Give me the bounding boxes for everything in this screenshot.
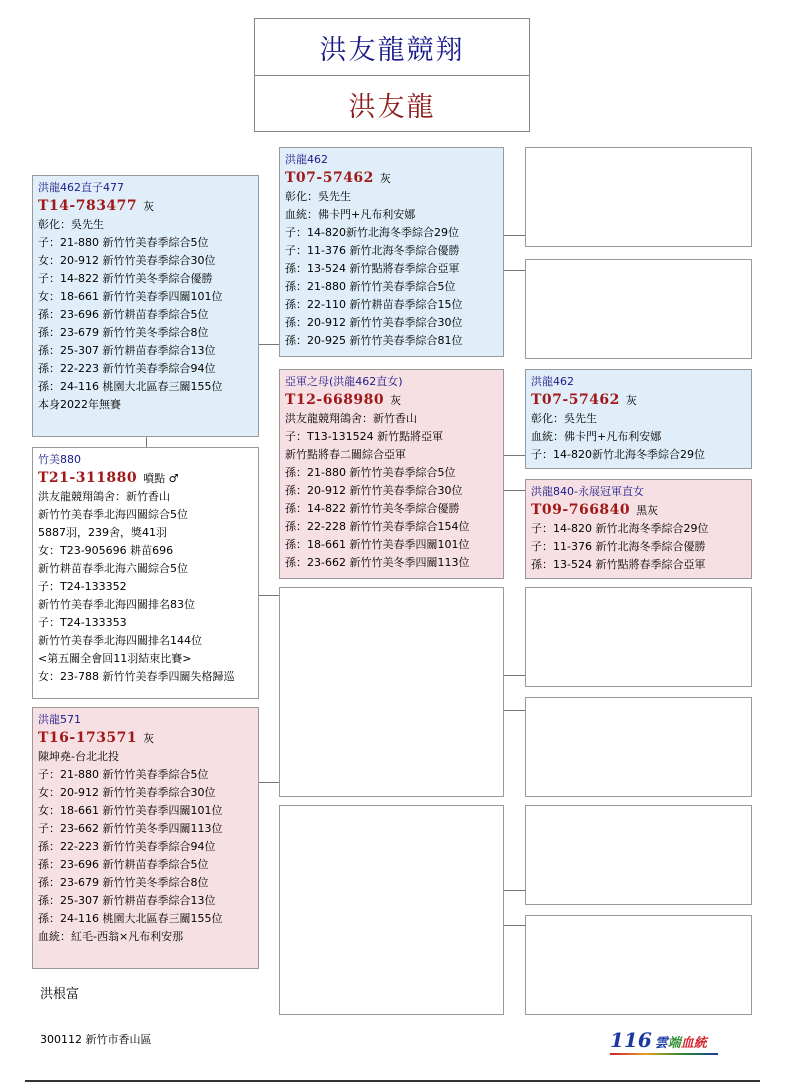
granddam-line: 子：T13-131524 新竹點將亞軍 [285, 430, 444, 443]
subject-line: 子：21-880 新竹竹美春季綜合5位 [38, 236, 209, 249]
dam-line: 孫：24-116 桃園大北區春三關155位 [38, 912, 223, 925]
sire-line: <第五關全會回11羽結束比賽> [38, 652, 192, 665]
sire-color: 噴點 ♂ [143, 472, 179, 485]
connector [504, 925, 525, 926]
granddam-line: 孫：21-880 新竹竹美春季綜合5位 [285, 466, 456, 479]
granddam-line: 孫：18-661 新竹竹美春季四關101位 [285, 538, 470, 551]
bottom-divider [25, 1080, 760, 1082]
granddam-header: 亞軍之母(洪龍462直女) [285, 375, 403, 388]
grandsire-line: 孫：22-110 新竹耕苗春季綜合15位 [285, 298, 463, 311]
sire-line: 洪友龍競翔鴿舍：新竹香山 [38, 490, 170, 503]
logo-underline [610, 1053, 718, 1055]
subject-line: 彰化：吳先生 [38, 218, 104, 231]
grandsire-color: 灰 [379, 172, 391, 185]
logo-text-3: 血統 [680, 1036, 707, 1051]
subject-line: 本身2022年無賽 [38, 398, 121, 411]
subject-line: 女：20-912 新竹竹美春季綜合30位 [38, 254, 216, 267]
ggp-a-header: 洪龍462 [531, 375, 574, 388]
grandsire-line: 孫：20-912 新竹竹美春季綜合30位 [285, 316, 463, 329]
dam-line: 子：21-880 新竹竹美春季綜合5位 [38, 768, 209, 781]
connector [504, 270, 525, 271]
subject-color: 灰 [143, 200, 155, 213]
subject-line: 孫：24-116 桃園大北區春三關155位 [38, 380, 223, 393]
dam-line: 孫：23-696 新竹耕苗春季綜合5位 [38, 858, 209, 871]
subject-line: 子：14-822 新竹竹美冬季綜合優勝 [38, 272, 213, 285]
sire-header: 竹美880 [38, 453, 81, 466]
grandsire-ring: T07-57462 [285, 170, 374, 186]
sire-line: 新竹竹美春季北海四關排名144位 [38, 634, 202, 647]
ggp-a-color: 灰 [625, 394, 637, 407]
subject-ring: T14-783477 [38, 198, 138, 214]
granddam-line: 孫：23-662 新竹竹美冬季四關113位 [285, 556, 470, 569]
dam-line: 陳坤堯-台北北投 [38, 750, 119, 763]
granddam-line: 孫：14-822 新竹竹美冬季綜合優勝 [285, 502, 460, 515]
grandsire-card [279, 147, 504, 357]
connector [504, 675, 525, 676]
grandsire-header: 洪龍462 [285, 153, 328, 166]
ggp-b-header: 洪龍840-永展冠軍直女 [531, 485, 644, 498]
empty-great-grandparent-box [525, 915, 752, 1015]
empty-grandparent-box [279, 805, 504, 1015]
grandsire-line: 彰化：吳先生 [285, 190, 351, 203]
dam-line: 血統：紅毛-西翁×凡布利安那 [38, 930, 184, 943]
granddam-ring: T12-668980 [285, 392, 385, 408]
dam-card [32, 707, 259, 969]
grandsire-line: 血統：佛卡門+凡布利安娜 [285, 208, 416, 221]
connector [504, 890, 525, 891]
empty-great-grandparent-box [525, 805, 752, 905]
dam-ring: T16-173571 [38, 730, 138, 746]
subject-line: 孫：22-223 新竹竹美春季綜合94位 [38, 362, 216, 375]
logo-number: 116 [610, 1028, 652, 1052]
dam-line: 孫：22-223 新竹竹美春季綜合94位 [38, 840, 216, 853]
connector [504, 235, 525, 236]
grandsire-line: 孫：21-880 新竹竹美春季綜合5位 [285, 280, 456, 293]
ggp-b-color: 黑灰 [636, 504, 659, 517]
owner-title: 洪友龍 [348, 92, 436, 123]
connector [504, 710, 525, 711]
logo-text-2: 端 [667, 1036, 681, 1051]
logo-text-1: 雲 [654, 1036, 668, 1051]
ggp-a-line: 血統：佛卡門+凡布利安娜 [531, 430, 662, 443]
connector [259, 595, 279, 596]
dam-line: 子：23-662 新竹竹美冬季四關113位 [38, 822, 223, 835]
subject-line: 孫：23-679 新竹竹美冬季綜合8位 [38, 326, 209, 339]
title-box [254, 18, 530, 132]
connector [504, 490, 525, 491]
granddam-line: 洪友龍競翔鴿舍：新竹香山 [285, 412, 417, 425]
sire-line: 女：23-788 新竹竹美春季四關失格歸巡 [38, 670, 235, 683]
empty-grandparent-box [279, 587, 504, 797]
breeder-name: 洪根富 [40, 987, 80, 1002]
sire-line: 新竹耕苗春季北海六關綜合5位 [38, 562, 188, 575]
grandsire-line: 孫：13-524 新竹點將春季綜合亞軍 [285, 262, 460, 275]
granddam-line: 新竹點將春二關綜合亞軍 [285, 448, 406, 461]
dam-line: 孫：25-307 新竹耕苗春季綜合13位 [38, 894, 216, 907]
ggp-a-ring: T07-57462 [531, 392, 620, 408]
subject-line: 女：18-661 新竹竹美春季四關101位 [38, 290, 223, 303]
sire-card [32, 447, 259, 699]
sire-line: 5887羽，239舍，獎41羽 [38, 526, 167, 539]
empty-great-grandparent-box [525, 147, 752, 247]
connector [259, 344, 279, 345]
grandsire-line: 子：11-376 新竹北海冬季綜合優勝 [285, 244, 460, 257]
sire-line: 新竹竹美春季北海四關綜合5位 [38, 508, 188, 521]
connector [146, 437, 147, 447]
sire-ring: T21-311880 [38, 470, 138, 486]
connector [259, 782, 279, 783]
granddam-color: 灰 [390, 394, 402, 407]
grandsire-line: 子：14-820新竹北海冬季綜合29位 [285, 226, 459, 239]
subject-header: 洪龍462直子477 [38, 181, 124, 194]
ggp-a-line: 彰化：吳先生 [531, 412, 597, 425]
ggp-b-line: 子：14-820 新竹北海冬季綜合29位 [531, 522, 709, 535]
sire-line: 子：T24-133352 [38, 580, 127, 593]
dam-line: 女：20-912 新竹竹美春季綜合30位 [38, 786, 216, 799]
granddam-line: 孫：20-912 新竹竹美春季綜合30位 [285, 484, 463, 497]
ggp-b-line: 孫：13-524 新竹點將春季綜合亞軍 [531, 558, 706, 571]
logo [610, 1028, 707, 1052]
dam-header: 洪龍571 [38, 713, 81, 726]
great-grandparent-card [525, 369, 752, 469]
empty-great-grandparent-box [525, 697, 752, 797]
granddam-line: 孫：22-228 新竹竹美春季綜合154位 [285, 520, 470, 533]
sire-line: 子：T24-133353 [38, 616, 127, 629]
dam-line: 女：18-661 新竹竹美春季四關101位 [38, 804, 223, 817]
dam-line: 孫：23-679 新竹竹美冬季綜合8位 [38, 876, 209, 889]
sire-line: 新竹竹美春季北海四關排名83位 [38, 598, 195, 611]
breeder-address: 300112 新竹市香山區 [40, 1033, 152, 1046]
subject-line: 孫：23-696 新竹耕苗春季綜合5位 [38, 308, 209, 321]
connector [504, 455, 525, 456]
great-grandparent-card [525, 479, 752, 579]
granddam-card [279, 369, 504, 579]
ggp-b-ring: T09-766840 [531, 502, 631, 518]
ggp-a-line: 子：14-820新竹北海冬季綜合29位 [531, 448, 705, 461]
empty-great-grandparent-box [525, 587, 752, 687]
grandsire-line: 孫：20-925 新竹竹美春季綜合81位 [285, 334, 463, 347]
sire-line: 女：T23-905696 耕苗696 [38, 544, 174, 557]
kennel-title: 洪友龍競翔 [255, 19, 529, 76]
ggp-b-line: 子：11-376 新竹北海冬季綜合優勝 [531, 540, 706, 553]
subject-line: 孫：25-307 新竹耕苗春季綜合13位 [38, 344, 216, 357]
subject-card [32, 175, 259, 437]
empty-great-grandparent-box [525, 259, 752, 359]
dam-color: 灰 [143, 732, 155, 745]
